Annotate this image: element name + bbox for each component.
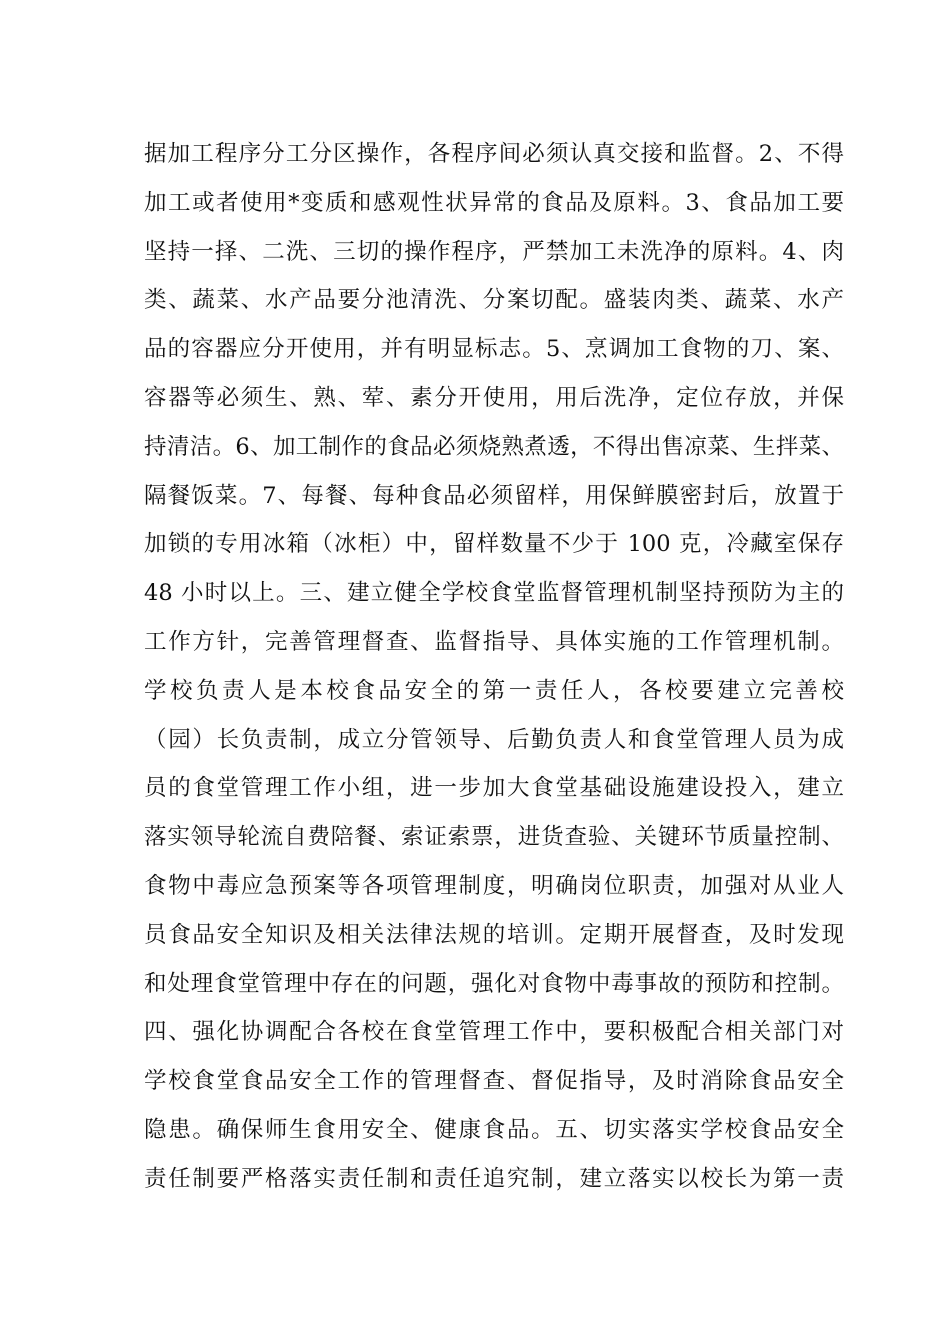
text-line: 和处理食堂管理中存在的问题，强化对食物中毒事故的预防和控制。 bbox=[144, 970, 844, 997]
text-line: 容器等必须生、熟、荤、素分开使用，用后洗净，定位存放，并保 bbox=[144, 384, 844, 411]
text-line: 责任制要严格落实责任制和责任追究制，建立落实以校长为第一责 bbox=[144, 1165, 844, 1192]
text-line: 四、强化协调配合各校在食堂管理工作中，要积极配合相关部门对 bbox=[144, 1019, 844, 1046]
text-line: 员的食堂管理工作小组，进一步加大食堂基础设施建设投入，建立 bbox=[144, 775, 844, 802]
text-line: 坚持一择、二洗、三切的操作程序，严禁加工未洗净的原料。4、肉 bbox=[144, 238, 844, 265]
text-line: 学校负责人是本校食品安全的第一责任人，各校要建立完善校 bbox=[144, 677, 844, 704]
body-text bbox=[144, 130, 844, 1204]
text-line: 据加工程序分工分区操作，各程序间必须认真交接和监督。2、不得 bbox=[144, 141, 844, 167]
text-line: 学校食堂食品安全工作的管理督查、督促指导，及时消除食品安全 bbox=[144, 1068, 844, 1095]
text-line: 加工或者使用*变质和感观性状异常的食品及原料。3、食品加工要 bbox=[144, 189, 844, 216]
text-line: 类、蔬菜、水产品要分池清洗、分案切配。盛装肉类、蔬菜、水产 bbox=[144, 287, 844, 314]
text-line: 持清洁。6、加工制作的食品必须烧熟煮透，不得出售凉菜、生拌菜、 bbox=[144, 433, 844, 460]
text-line: 落实领导轮流自费陪餐、索证索票，进货查验、关键环节质量控制、 bbox=[144, 824, 844, 851]
text-line: 隔餐饭菜。7、每餐、每种食品必须留样，用保鲜膜密封后，放置于 bbox=[144, 482, 844, 509]
text-line: 隐患。确保师生食用安全、健康食品。五、切实落实学校食品安全 bbox=[144, 1116, 844, 1143]
text-line: 员食品安全知识及相关法律法规的培训。定期开展督查，及时发现 bbox=[144, 921, 844, 948]
text-line: 48 小时以上。三、建立健全学校食堂监督管理机制坚持预防为主的 bbox=[144, 580, 844, 607]
text-line: 加锁的专用冰箱（冰柜）中，留样数量不少于 100 克，冷藏室保存 bbox=[144, 531, 844, 558]
text-line: （园）长负责制，成立分管领导、后勤负责人和食堂管理人员为成 bbox=[144, 726, 844, 753]
text-line: 食物中毒应急预案等各项管理制度，明确岗位职责，加强对从业人 bbox=[144, 872, 844, 899]
text-line: 工作方针，完善管理督查、监督指导、具体实施的工作管理机制。 bbox=[144, 628, 844, 655]
text-line: 品的容器应分开使用，并有明显标志。5、烹调加工食物的刀、案、 bbox=[144, 336, 844, 363]
